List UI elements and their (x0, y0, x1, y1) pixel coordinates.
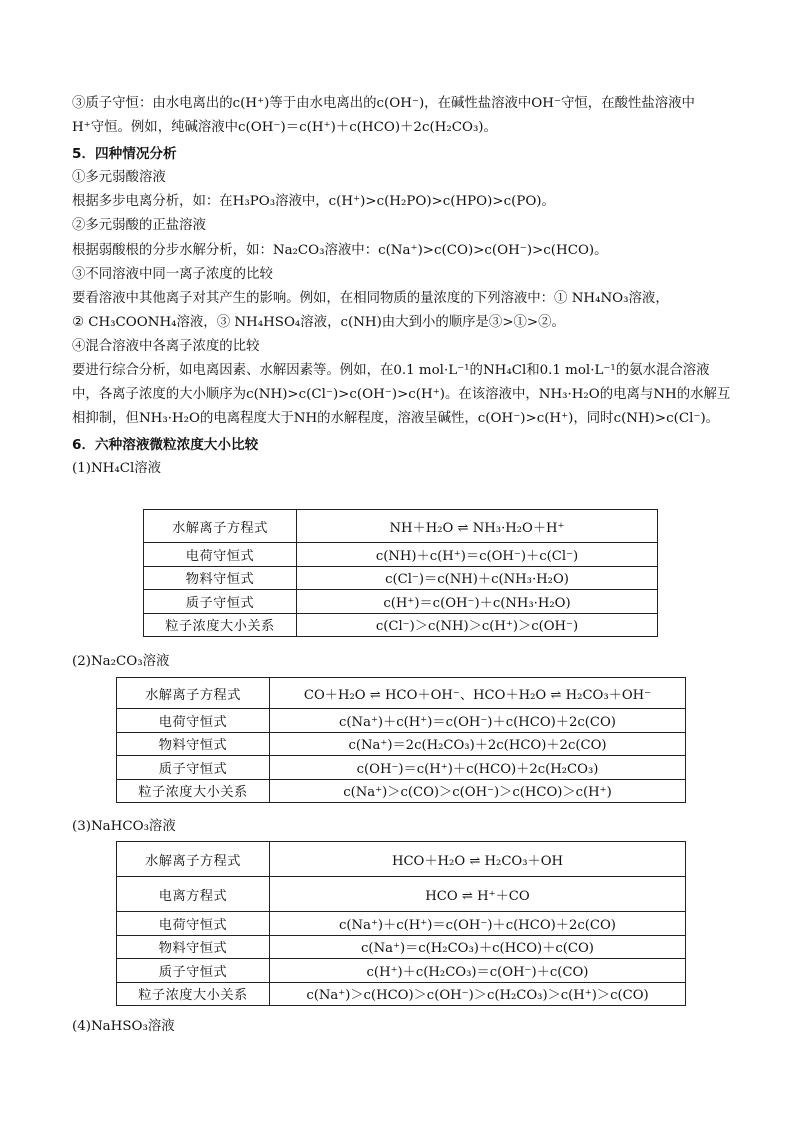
document-body (72, 92, 732, 482)
row-label: 电离方程式 (117, 877, 270, 912)
row-label: 粒子浓度大小关系 (117, 779, 270, 803)
row-value: c(H⁺)＝c(OH⁻)＋c(NH₃·H₂O) (297, 590, 658, 614)
table-row (144, 566, 658, 590)
na2co3-table (116, 677, 686, 803)
s5-line: 根据多步电离分析，如：在H₃PO₃溶液中，c(H⁺)>c(H₂PO)>c(HPO)>c(PO)。 (72, 194, 555, 210)
row-value: CO＋H₂O ⇌ HCO＋OH⁻、HCO＋H₂O ⇌ H₂CO₃＋OH⁻ (270, 678, 686, 709)
row-value: c(Na⁺)＋c(H⁺)＝c(OH⁻)＋c(HCO)＋2c(CO) (270, 709, 686, 733)
section-5-title: 5．四种情况分析 (72, 146, 177, 163)
table-row (117, 709, 686, 733)
row-label: 电荷守恒式 (117, 912, 270, 936)
row-label: 物料守恒式 (117, 935, 270, 959)
s5-line: ② CH₃COONH₄溶液，③ NH₄HSO₄溶液，c(NH)由大到小的顺序是③>①>②。 (72, 314, 565, 330)
row-value: c(Na⁺)＝2c(H₂CO₃)＋2c(HCO)＋2c(CO) (270, 732, 686, 756)
row-label: 电荷守恒式 (117, 709, 270, 733)
s5-line: ①多元弱酸溶液 (72, 170, 166, 186)
row-label: 粒子浓度大小关系 (144, 613, 297, 637)
nh4cl-table (143, 509, 658, 637)
table-row (117, 756, 686, 780)
s5-line: ④混合溶液中各离子浓度的比较 (72, 338, 260, 354)
row-label: 水解离子方程式 (117, 842, 270, 877)
row-value: c(H⁺)＋c(H₂CO₃)＝c(OH⁻)＋c(CO) (270, 959, 686, 983)
table-1-caption: (1)NH₄Cl溶液 (72, 461, 162, 477)
table-row (117, 877, 686, 912)
table-3-caption: (3)NaHCO₃溶液 (72, 819, 176, 834)
row-value: c(Na⁺)＞c(CO)＞c(OH⁻)＞c(HCO)＞c(H⁺) (270, 779, 686, 803)
intro-line-2: H⁺守恒。例如，纯碱溶液中c(OH⁻)＝c(H⁺)＋c(HCO)＋2c(H₂CO₃)。 (72, 120, 497, 136)
table-row (117, 935, 686, 959)
table-row (117, 912, 686, 936)
row-value: c(Cl⁻)＞c(NH)＞c(H⁺)＞c(OH⁻) (297, 613, 658, 637)
row-value: NH＋H₂O ⇌ NH₃·H₂O＋H⁺ (297, 510, 658, 543)
table-row (144, 543, 658, 567)
row-label: 粒子浓度大小关系 (117, 982, 270, 1006)
row-label: 质子守恒式 (117, 756, 270, 780)
intro-line-1: ③质子守恒：由水电离出的c(H⁺)等于由水电离出的c(OH⁻)，在碱性盐溶液中OH⁻守恒，在酸性盐溶液中 (72, 96, 695, 111)
row-value: c(NH)＋c(H⁺)＝c(OH⁻)＋c(Cl⁻) (297, 543, 658, 567)
nahco3-table (116, 841, 686, 1006)
table-row (117, 982, 686, 1006)
row-label: 水解离子方程式 (144, 510, 297, 543)
section-6-title: 6．六种溶液微粒浓度大小比较 (72, 437, 259, 454)
row-label: 质子守恒式 (117, 959, 270, 983)
row-value: c(Cl⁻)＝c(NH)＋c(NH₃·H₂O) (297, 566, 658, 590)
row-label: 水解离子方程式 (117, 678, 270, 709)
row-label: 物料守恒式 (117, 732, 270, 756)
row-label: 质子守恒式 (144, 590, 297, 614)
table-row (144, 590, 658, 614)
table-4-caption: (4)NaHSO₃溶液 (72, 1019, 175, 1034)
s5-line: ②多元弱酸的正盐溶液 (72, 218, 206, 234)
row-value: c(Na⁺)＝c(H₂CO₃)＋c(HCO)＋c(CO) (270, 935, 686, 959)
table-row (117, 732, 686, 756)
table-row (117, 842, 686, 877)
s5-line: 要看溶液中其他离子对其产生的影响。例如，在相同物质的量浓度的下列溶液中：① NH₄NO₃溶液， (72, 290, 669, 306)
s5-line: 根据弱酸根的分步水解分析，如：Na₂CO₃溶液中：c(Na⁺)>c(CO)>c(OH⁻)>c(HCO)。 (72, 242, 608, 258)
table-row (144, 613, 658, 637)
s5-line: 相抑制，但NH₃·H₂O的电离程度大于NH的水解程度，溶液呈碱性，c(OH⁻)>c(H⁺)，同时c(NH)>c(Cl⁻)。 (72, 411, 720, 427)
row-label: 电荷守恒式 (144, 543, 297, 567)
table-row (144, 510, 658, 543)
table-row (117, 678, 686, 709)
s5-line: ③不同溶液中同一离子浓度的比较 (72, 266, 273, 282)
table-row (117, 959, 686, 983)
table-2-caption: (2)Na₂CO₃溶液 (72, 654, 170, 669)
s5-line: 要进行综合分析，如电离因素、水解因素等。例如，在0.1 mol·L⁻¹的NH₄Cl和0.1 mol·L⁻¹的氨水混合溶液 (72, 363, 710, 379)
row-value: HCO＋H₂O ⇌ H₂CO₃＋OH (270, 842, 686, 877)
row-label: 物料守恒式 (144, 566, 297, 590)
row-value: c(OH⁻)＝c(H⁺)＋c(HCO)＋2c(H₂CO₃) (270, 756, 686, 780)
row-value: c(Na⁺)＋c(H⁺)＝c(OH⁻)＋c(HCO)＋2c(CO) (270, 912, 686, 936)
row-value: c(Na⁺)＞c(HCO)＞c(OH⁻)＞c(H₂CO₃)＞c(H⁺)＞c(CO) (270, 982, 686, 1006)
s5-line: 中，各离子浓度的大小顺序为c(NH)>c(Cl⁻)>c(OH⁻)>c(H⁺)。在该溶液中，NH₃·H₂O的电离与NH的水解互 (72, 387, 731, 403)
row-value: HCO ⇌ H⁺＋CO (270, 877, 686, 912)
table-row (117, 779, 686, 803)
